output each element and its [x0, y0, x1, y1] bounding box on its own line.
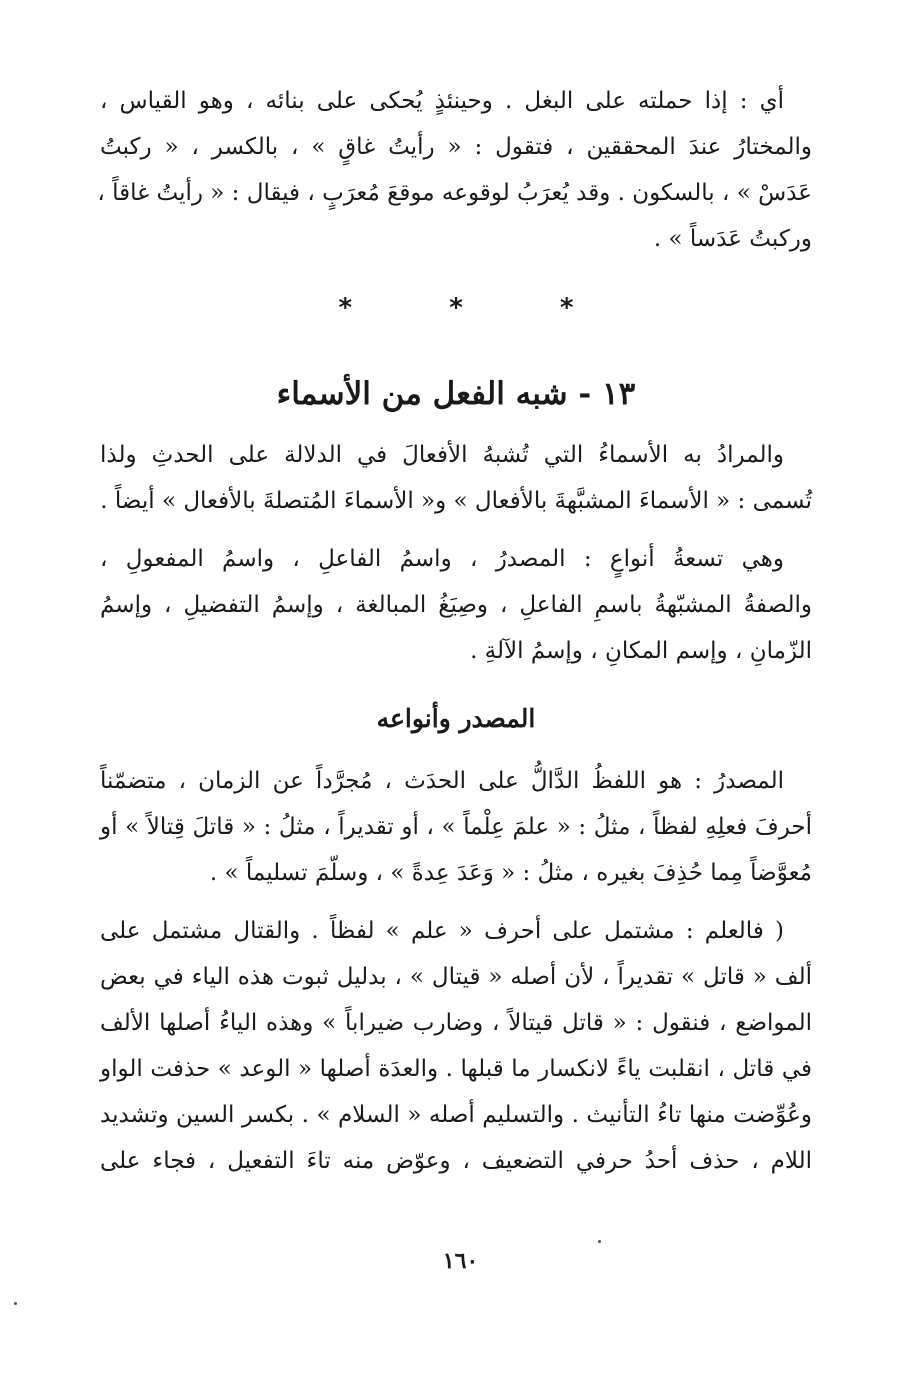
- section-separator: * * *: [338, 293, 618, 323]
- text-line: وركبتُ عَدَساً » .: [653, 226, 812, 252]
- text-line: أحرفَ فعلِهِ لفظاً ، مثلُ : « علمَ عِلْماً » ، أو تقديراً ، مثلُ : « قاتلَ قِتالاً » أو: [100, 814, 812, 840]
- paragraph-masdar: [100, 758, 812, 896]
- text-line: والمختارُ عندَ المحققين ، فتقول : « رأيتُ غاقٍ » ، بالكسر ، « ركبتُ: [100, 134, 812, 160]
- text-line: المصدرُ : هو اللفظُ الدَّالُّ على الحدَث ، مُجرَّداً عن الزمان ، متضمّناً: [100, 768, 784, 794]
- text-line: مُعوَّضاً مِما حُذِفَ بغيره ، مثلُ : « وَعَدَ عِدةً » ، وسلّمَ تسليماً » .: [209, 860, 812, 886]
- text-line: ألف « قاتل » تقديراً ، لأن أصله « قيتال » ، بدليل ثبوت هذه الياء في بعض: [100, 964, 812, 990]
- paragraph-explanation: [100, 908, 812, 1184]
- text-line: وعُوِّضت منها تاءُ التأنيث . والتسليم أصله « السلام » . بكسر السين وتشديد: [100, 1102, 812, 1128]
- text-line: المواضع ، فنقول : « قاتل قيتالاً ، وضارب ضيراباً » وهذه الياءُ أصلها الألف: [100, 1010, 812, 1036]
- text-line: وهي تسعةُ أنواعٍ : المصدرُ ، واسمُ الفاعلِ ، واسمُ المفعولِ ،: [100, 546, 784, 572]
- scan-speck: [14, 1302, 17, 1305]
- text-line: والصفةُ المشبّهةُ باسمِ الفاعلِ ، وصِيَغُ المبالغة ، وإسمُ التفضيلِ ، وإسمُ: [100, 592, 812, 618]
- subsection-title: المصدر وأنواعه: [376, 704, 536, 733]
- text-line: اللام ، حذف أحدُ حرفي التضعيف ، وعوّض منه تاءَ التفعيل ، فجاء على: [100, 1148, 813, 1174]
- page-number: ١٦٠: [442, 1248, 479, 1274]
- text-line: الزّمانِ ، وإسم المكانِ ، وإسمُ الآلةِ .: [470, 638, 812, 664]
- paragraph-definition: [100, 432, 812, 524]
- text-line: أي : إذا حملته على البغل . وحينئذٍ يُحكى على بنائه ، وهو القياس ،: [100, 88, 784, 114]
- book-page: [97, 78, 813, 1196]
- text-line: ( فالعلم : مشتمل على أحرف « علم » لفظاً . والقتال مشتمل على: [100, 918, 784, 944]
- paragraph-types: [100, 536, 812, 674]
- paragraph-hikaya: [97, 78, 812, 262]
- text-line: عَدَسْ » ، بالسكون . وقد يُعرَبُ لوقوعه موقعَ مُعرَبٍ ، فيقال : « رأيتُ غاقاً ،: [97, 180, 812, 206]
- text-line: والمرادُ به الأسماءُ التي تُشبهُ الأفعالَ في الدلالة على الحدثِ ولذا: [100, 442, 784, 468]
- text-line: في قاتل ، انقلبت ياءً لانكسار ما قبلها . والعدَة أصلها « الوعد » حذفت الواو: [100, 1056, 812, 1082]
- scan-speck: [598, 1240, 601, 1243]
- text-line: تُسمى : « الأسماءَ المشبَّهةَ بالأفعال » و« الأسماءَ المُتصلةَ بالأفعال » أيضاً .: [100, 488, 812, 514]
- section-title: ١٣ - شبه الفعل من الأسماء: [276, 376, 636, 412]
